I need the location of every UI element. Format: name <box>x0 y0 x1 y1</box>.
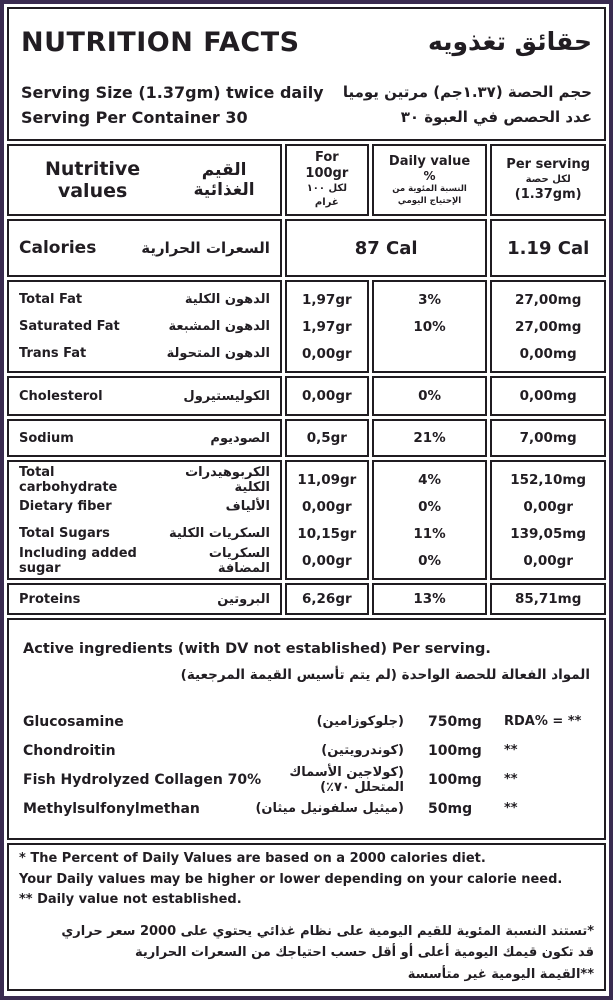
msm-ar: (ميثيل سلفونيل ميثان) <box>255 801 404 816</box>
header-nutritive-values-en: Nutritive values <box>44 158 141 202</box>
trans-fat-dv <box>384 340 476 367</box>
proteins-per-serving: 85,71mg <box>490 583 606 615</box>
serving-info-english <box>21 80 324 130</box>
footnote-dv-basis-ar: *تستند النسبة المئوية للقيم اليومية على نظام غذائي يحتوي على 2000 سعر حراري <box>61 923 594 939</box>
collagen-amount: 100mg <box>428 771 482 788</box>
carbs-daily-value-cell <box>372 460 488 580</box>
title-arabic: حقائق تغذويه <box>427 26 592 56</box>
chondroitin-ar: (كوندرويتين) <box>321 743 404 758</box>
calories-label-cell <box>7 219 282 277</box>
footnote-not-established-en: ** Daily value not established. <box>19 892 242 907</box>
footnotes-section <box>7 843 606 991</box>
saturated-fat-per-100g: 1,97gr <box>302 318 352 335</box>
proteins-dv: 13% <box>372 583 488 615</box>
header-daily-value <box>372 144 488 216</box>
added-sugar-ar: السكريات المضافة <box>208 545 270 576</box>
total-sugars-per-serving: 139,05mg <box>510 525 587 542</box>
header-per-100g-ar: لكل ١٠٠ غرام <box>306 183 347 208</box>
trans-fat-ar: الدهون المتحولة <box>166 346 270 361</box>
added-sugar-per-100g: 0,00gr <box>302 552 352 569</box>
ingredient-row-glucosamine <box>19 707 594 736</box>
cholesterol-label-cell <box>7 376 282 416</box>
calories-row <box>7 219 606 277</box>
proteins-label-cell <box>7 583 282 615</box>
title-section <box>7 7 606 141</box>
active-ingredients-section <box>7 618 606 840</box>
cholesterol-per-100g: 0,00gr <box>285 376 369 416</box>
cholesterol-row <box>7 376 606 416</box>
header-daily-value-ar: النسبة المئوية من الإحتياج اليومي <box>392 183 467 206</box>
total-carbohydrate-ar: الكربوهيدرات الكلية <box>185 464 270 495</box>
calories-per-100g: 87 Cal <box>285 219 487 277</box>
fats-per-serving-cell <box>490 280 606 373</box>
footnotes-english <box>19 849 594 911</box>
chondroitin-en: Chondroitin <box>23 742 116 759</box>
header-per-serving-en: Per serving <box>506 157 591 172</box>
footnote-dv-basis-en: * The Percent of Daily Values are based on a 2000 calories diet. <box>19 851 486 866</box>
glucosamine-ar: (جلوكوزامين) <box>316 714 404 729</box>
collagen-en: Fish Hydrolyzed Collagen 70% <box>23 771 262 788</box>
total-fat-en: Total Fat <box>19 292 83 307</box>
total-sugars-per-100g: 10,15gr <box>297 525 357 542</box>
glucosamine-amount: 750mg <box>428 713 482 730</box>
trans-fat-per-serving: 0,00mg <box>519 345 577 362</box>
ingredient-list <box>19 707 594 823</box>
total-fat-per-serving: 27,00mg <box>514 291 582 308</box>
nutrition-table <box>4 4 609 994</box>
carbs-labels-cell <box>7 460 282 580</box>
dietary-fiber-dv: 0% <box>418 498 441 515</box>
total-carbohydrate-dv: 4% <box>418 471 441 488</box>
ingredient-row-msm <box>19 794 594 823</box>
header-nutritive-values <box>7 144 282 216</box>
footnote-not-established-ar: **القيمة اليومية غير متأسسة <box>407 966 594 982</box>
collagen-ar: (كولاجين الأسماك المتحلل ٧٠٪) <box>289 764 404 795</box>
fats-per-100g-cell <box>285 280 369 373</box>
header-nutritive-values-ar: القيم الغذائية <box>193 160 255 200</box>
sodium-ar: الصوديوم <box>210 430 270 446</box>
fats-labels-cell <box>7 280 282 373</box>
title-english: NUTRITION FACTS <box>21 26 300 58</box>
total-fat-per-100g: 1,97gr <box>302 291 352 308</box>
calories-label-ar: السعرات الحرارية <box>141 239 270 257</box>
trans-fat-per-100g: 0,00gr <box>302 345 352 362</box>
footnote-calorie-need-en: Your Daily values may be higher or lower depending on your calorie need. <box>19 871 563 887</box>
saturated-fat-per-serving: 27,00mg <box>514 318 582 335</box>
total-carbohydrate-per-100g: 11,09gr <box>297 471 357 488</box>
header-per-100g <box>285 144 369 216</box>
serving-per-container-english: Serving Per Container 30 <box>21 107 248 127</box>
serving-size-english: Serving Size (1.37gm) twice daily <box>21 82 324 102</box>
carbs-per-serving-cell <box>490 460 606 580</box>
msm-en: Methylsulfonylmethan <box>23 800 200 817</box>
serving-info-arabic <box>343 80 592 130</box>
sodium-label-cell <box>7 419 282 457</box>
serving-size-arabic: حجم الحصة (١.٣٧جم) مرتين يوميا <box>342 82 592 101</box>
proteins-row <box>7 583 606 615</box>
cholesterol-en: Cholesterol <box>19 388 103 404</box>
header-per-serving <box>490 144 606 216</box>
sodium-dv: 21% <box>372 419 488 457</box>
total-sugars-dv: 11% <box>413 525 446 542</box>
calories-per-serving: 1.19 Cal <box>490 219 606 277</box>
sodium-en: Sodium <box>19 430 74 446</box>
header-per-serving-ar: لكل حصة <box>525 174 571 185</box>
serving-per-container-arabic: عدد الحصص في العبوة ٣٠ <box>400 107 592 126</box>
total-fat-dv: 3% <box>418 291 441 308</box>
trans-fat-en: Trans Fat <box>19 346 87 361</box>
carbohydrates-row <box>7 460 606 580</box>
active-ingredients-row <box>7 618 606 840</box>
total-sugars-ar: السكريات الكلية <box>168 526 270 541</box>
added-sugar-dv: 0% <box>418 552 441 569</box>
saturated-fat-dv: 10% <box>413 318 446 335</box>
glucosamine-rda: RDA% = ** <box>504 714 582 729</box>
dietary-fiber-en: Dietary fiber <box>19 499 112 514</box>
saturated-fat-en: Saturated Fat <box>19 319 120 334</box>
chondroitin-amount: 100mg <box>428 742 482 759</box>
footnotes-row <box>7 843 606 991</box>
proteins-en: Proteins <box>19 591 81 607</box>
ingredient-row-collagen <box>19 765 594 794</box>
proteins-ar: البروتين <box>217 591 270 607</box>
sodium-per-serving: 7,00mg <box>490 419 606 457</box>
added-sugar-per-serving: 0,00gr <box>523 552 573 569</box>
total-carbohydrate-per-serving: 152,10mg <box>510 471 587 488</box>
saturated-fat-ar: الدهون المشبعة <box>168 319 270 334</box>
dietary-fiber-per-100g: 0,00gr <box>302 498 352 515</box>
msm-amount: 50mg <box>428 800 473 817</box>
fats-row <box>7 280 606 373</box>
ingredient-row-chondroitin <box>19 736 594 765</box>
calories-label-en: Calories <box>19 238 97 258</box>
dietary-fiber-ar: الألياف <box>225 499 270 514</box>
glucosamine-en: Glucosamine <box>23 713 124 730</box>
dietary-fiber-per-serving: 0,00gr <box>523 498 573 515</box>
title-row <box>19 19 594 58</box>
proteins-per-100g: 6,26gr <box>285 583 369 615</box>
header-per-100g-en: For 100gr <box>305 150 349 181</box>
cholesterol-dv: 0% <box>372 376 488 416</box>
total-fat-ar: الدهون الكلية <box>184 292 270 307</box>
cholesterol-per-serving: 0,00mg <box>490 376 606 416</box>
active-heading-ar: المواد الفعالة للحصة الواحدة (لم يتم تأسيس القيمة المرجعية) <box>180 667 590 683</box>
total-sugars-en: Total Sugars <box>19 526 110 541</box>
added-sugar-en: Including added sugar <box>19 545 137 576</box>
msm-rda: ** <box>504 801 518 816</box>
table-header-row <box>7 144 606 216</box>
serving-info <box>19 80 594 130</box>
footnote-calorie-need-ar: قد تكون قيمك اليومية أعلى أو أقل حسب احتياجك من السعرات الحرارية <box>135 945 594 960</box>
header-per-serving-size: (1.37gm) <box>514 187 582 202</box>
footnotes-arabic <box>19 921 594 986</box>
sodium-per-100g: 0,5gr <box>285 419 369 457</box>
chondroitin-rda: ** <box>504 743 518 758</box>
carbs-per-100g-cell <box>285 460 369 580</box>
cholesterol-ar: الكوليستيرول <box>183 388 270 404</box>
fats-daily-value-cell <box>372 280 488 373</box>
total-carbohydrate-en: Total carbohydrate <box>19 464 118 495</box>
collagen-rda: ** <box>504 772 518 787</box>
sodium-row <box>7 419 606 457</box>
header-daily-value-en: Daily value <box>388 153 471 169</box>
percent-symbol: % <box>423 168 436 183</box>
active-heading-en: Active ingredients (with DV not established) Per serving. <box>23 641 491 657</box>
